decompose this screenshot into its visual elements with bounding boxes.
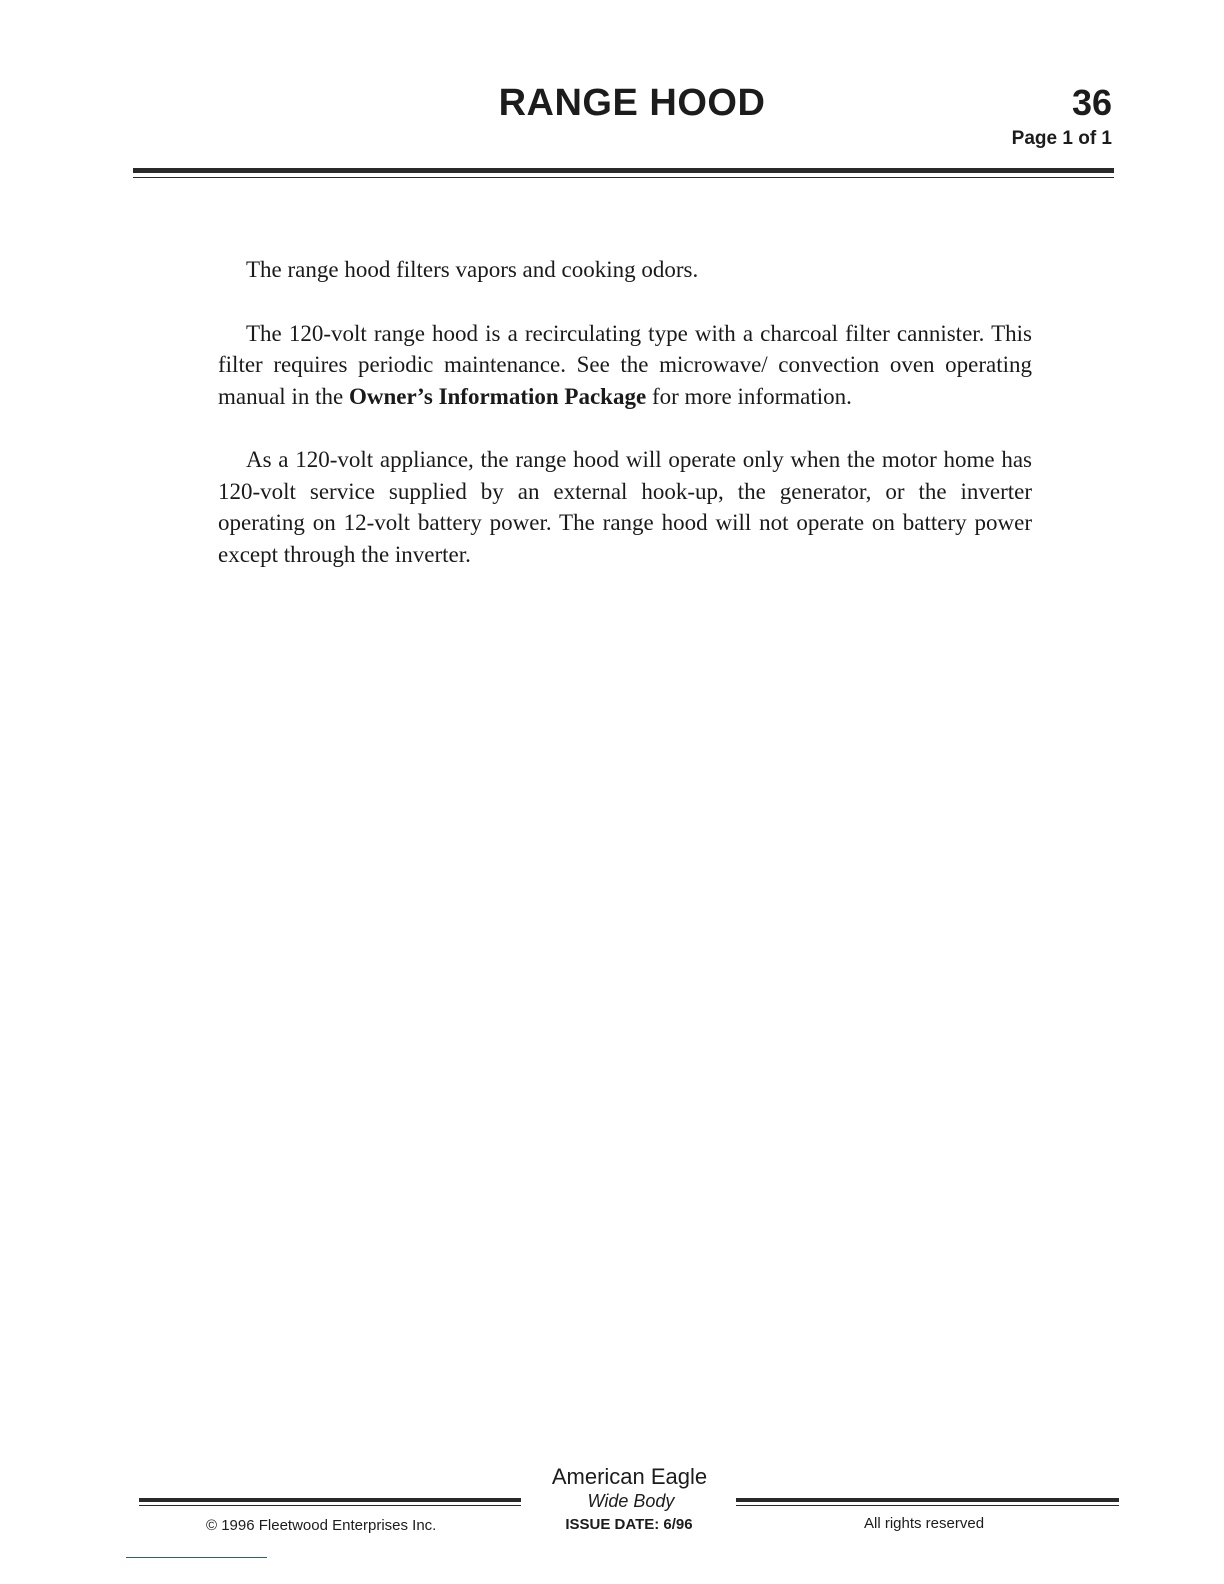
- footer-rule-right-thick: [736, 1498, 1119, 1502]
- body-text: [218, 254, 1032, 602]
- footer-rule-left-thin: [139, 1505, 521, 1506]
- footer-rule-left-thick: [139, 1498, 521, 1502]
- paragraph-2-text-after: for more information.: [646, 383, 852, 409]
- footer-rights: All rights reserved: [864, 1515, 985, 1532]
- paragraph-2-text-before: The 120-volt range hood is a recirculating type with a charcoal filter cannister. This filter requires periodic maintenance. See the microwave/ convection oven operating manual in the: [218, 320, 1032, 409]
- scan-artifact-line: [126, 1557, 267, 1558]
- page-title: RANGE HOOD: [498, 82, 766, 124]
- paragraph-1: The range hood filters vapors and cooking odors.: [246, 257, 699, 282]
- footer-rule-right-thin: [736, 1505, 1119, 1506]
- page-count: Page 1 of 1: [1011, 128, 1112, 149]
- footer-model: Wide Body: [587, 1491, 675, 1511]
- paragraph-2: [218, 318, 1032, 413]
- owners-information-package-term: Owner’s Information Package: [348, 383, 647, 409]
- footer-issue-date: ISSUE DATE: 6/96: [565, 1516, 693, 1533]
- header-rule-thick: [133, 168, 1114, 173]
- footer-brand: American Eagle: [551, 1464, 708, 1489]
- footer-copyright: © 1996 Fleetwood Enterprises Inc.: [206, 1517, 437, 1534]
- header-rule-thin: [133, 177, 1114, 178]
- section-number: 36: [1071, 82, 1112, 123]
- paragraph-3: As a 120-volt appliance, the range hood will operate only when the motor home has 120-volt service supplied by an external hook-up, the generator, or the inverter operating on 12-volt battery power. The range hood will not operate on battery power except through the inverter.: [218, 447, 1032, 567]
